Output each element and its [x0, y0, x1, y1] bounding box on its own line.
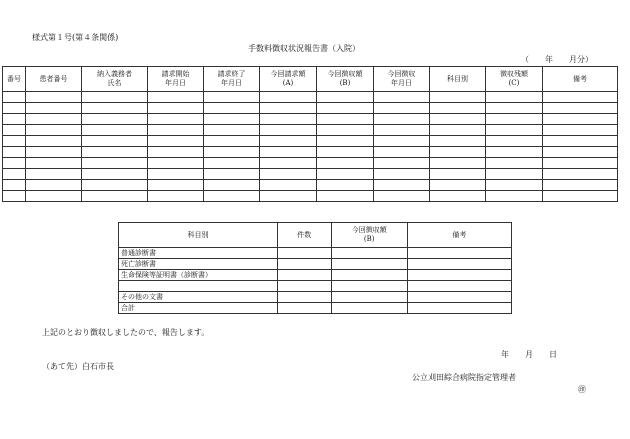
table-cell [260, 92, 317, 103]
table-cell [543, 169, 618, 180]
report-statement: 上記のとおり徴収しましたので、報告します。 [42, 328, 210, 337]
main-table-header-5: 今回請求額 (A) [260, 67, 317, 92]
table-cell [407, 259, 511, 270]
table-cell [486, 136, 543, 147]
main-table-header-4: 請求終了 年月日 [204, 67, 260, 92]
table-cell [82, 191, 148, 202]
table-cell [277, 248, 331, 259]
table-cell [148, 103, 204, 114]
main-table-header-row [3, 67, 618, 92]
summary-row [119, 248, 512, 259]
table-row [3, 114, 618, 125]
table-cell [317, 136, 374, 147]
main-table-header-2: 納入義務者 氏名 [82, 67, 148, 92]
table-cell [204, 147, 260, 158]
main-table-header-9: 徴収残額 (C) [486, 67, 543, 92]
summary-category-label: 死亡診断書 [119, 259, 278, 270]
table-cell [26, 158, 82, 169]
table-cell [331, 248, 407, 259]
table-cell [430, 180, 486, 191]
table-cell [407, 270, 511, 281]
table-cell [317, 180, 374, 191]
table-cell [331, 259, 407, 270]
summary-by-category-table [118, 222, 512, 314]
report-date: 年 月 日 [501, 350, 557, 359]
table-cell [430, 169, 486, 180]
table-cell [331, 292, 407, 303]
summary-row [119, 281, 512, 292]
table-cell [486, 180, 543, 191]
summary-table-header-3: 備考 [407, 223, 511, 248]
table-cell [331, 270, 407, 281]
table-cell [260, 114, 317, 125]
main-table-header-1: 患者番号 [26, 67, 82, 92]
table-cell [3, 158, 26, 169]
table-cell [277, 259, 331, 270]
table-row [3, 92, 618, 103]
table-cell [3, 114, 26, 125]
main-table-header-8: 科目別 [430, 67, 486, 92]
summary-row [119, 292, 512, 303]
table-cell [374, 125, 430, 136]
table-row [3, 191, 618, 202]
table-row [3, 103, 618, 114]
table-cell [260, 169, 317, 180]
table-cell [26, 114, 82, 125]
table-cell [543, 92, 618, 103]
table-cell [374, 191, 430, 202]
table-cell [374, 180, 430, 191]
summary-category-label: 生命保険等証明書（診断書） [119, 270, 278, 281]
addressee: （あて先）白石市長 [42, 362, 114, 371]
table-cell [543, 180, 618, 191]
table-cell [204, 136, 260, 147]
summary-category-label [119, 281, 278, 292]
table-cell [317, 147, 374, 158]
table-cell [148, 191, 204, 202]
table-cell [204, 191, 260, 202]
table-cell [148, 158, 204, 169]
table-cell [430, 103, 486, 114]
table-cell [204, 103, 260, 114]
table-cell [82, 92, 148, 103]
table-cell [374, 136, 430, 147]
table-cell [260, 103, 317, 114]
table-cell [430, 92, 486, 103]
table-cell [486, 191, 543, 202]
table-cell [26, 147, 82, 158]
table-cell [317, 92, 374, 103]
table-cell [486, 125, 543, 136]
summary-row [119, 259, 512, 270]
seal-mark: ㊞ [578, 385, 586, 394]
table-cell [148, 125, 204, 136]
main-table-header-0: 番号 [3, 67, 26, 92]
table-cell [331, 303, 407, 314]
table-cell [543, 147, 618, 158]
table-cell [260, 191, 317, 202]
table-cell [3, 125, 26, 136]
table-cell [486, 92, 543, 103]
table-row [3, 169, 618, 180]
table-cell [26, 92, 82, 103]
table-cell [26, 169, 82, 180]
table-cell [148, 92, 204, 103]
table-cell [374, 92, 430, 103]
table-cell [317, 191, 374, 202]
table-cell [82, 147, 148, 158]
table-cell [374, 158, 430, 169]
table-cell [26, 180, 82, 191]
table-cell [82, 103, 148, 114]
table-cell [277, 303, 331, 314]
table-cell [430, 191, 486, 202]
table-cell [430, 147, 486, 158]
table-cell [317, 125, 374, 136]
sender-name: 公立刈田綜合病院指定管理者 [412, 373, 516, 382]
table-row [3, 136, 618, 147]
table-cell [430, 136, 486, 147]
table-cell [374, 169, 430, 180]
table-cell [3, 147, 26, 158]
table-cell [317, 169, 374, 180]
table-cell [204, 158, 260, 169]
table-cell [331, 281, 407, 292]
table-cell [204, 92, 260, 103]
table-row [3, 147, 618, 158]
table-cell [260, 180, 317, 191]
table-cell [486, 158, 543, 169]
main-table-header-3: 請求開始 年月日 [148, 67, 204, 92]
summary-table-header-0: 科目別 [119, 223, 278, 248]
table-cell [3, 103, 26, 114]
report-period: （ 年 月分） [521, 55, 593, 64]
table-cell [486, 114, 543, 125]
table-cell [204, 169, 260, 180]
summary-table-header-1: 件数 [277, 223, 331, 248]
table-cell [407, 281, 511, 292]
table-cell [543, 103, 618, 114]
table-cell [260, 125, 317, 136]
table-cell [543, 158, 618, 169]
main-table-header-7: 今回徴収 年月日 [374, 67, 430, 92]
table-cell [148, 114, 204, 125]
table-cell [148, 169, 204, 180]
table-cell [82, 180, 148, 191]
table-cell [543, 125, 618, 136]
table-cell [3, 169, 26, 180]
table-row [3, 180, 618, 191]
table-cell [82, 158, 148, 169]
collection-status-table [2, 66, 618, 202]
table-cell [407, 292, 511, 303]
table-cell [543, 136, 618, 147]
form-number: 様式第１号(第４条関係) [32, 33, 119, 42]
summary-category-label: その他の文書 [119, 292, 278, 303]
main-table-header-10: 備考 [543, 67, 618, 92]
summary-row [119, 270, 512, 281]
table-cell [3, 92, 26, 103]
table-cell [26, 191, 82, 202]
table-cell [3, 136, 26, 147]
table-cell [430, 158, 486, 169]
table-cell [82, 169, 148, 180]
main-table-header-6: 今回徴収額 (B) [317, 67, 374, 92]
table-cell [148, 136, 204, 147]
table-cell [148, 180, 204, 191]
table-cell [260, 158, 317, 169]
page-title: 手数料徴収状況報告書（入院） [248, 44, 360, 53]
table-cell [430, 125, 486, 136]
table-cell [148, 147, 204, 158]
table-cell [82, 125, 148, 136]
summary-category-label: 普通診断書 [119, 248, 278, 259]
table-cell [204, 125, 260, 136]
table-cell [486, 147, 543, 158]
table-row [3, 158, 618, 169]
summary-row [119, 303, 512, 314]
summary-category-label: 合計 [119, 303, 278, 314]
table-cell [277, 292, 331, 303]
table-cell [543, 114, 618, 125]
table-cell [82, 114, 148, 125]
summary-table-header-row [119, 223, 512, 248]
table-cell [277, 281, 331, 292]
table-cell [407, 248, 511, 259]
table-cell [204, 114, 260, 125]
table-cell [317, 114, 374, 125]
table-cell [486, 103, 543, 114]
table-cell [3, 191, 26, 202]
table-cell [374, 114, 430, 125]
summary-table-header-2: 今回徴収額 (B) [331, 223, 407, 248]
table-cell [26, 136, 82, 147]
table-cell [26, 125, 82, 136]
table-cell [260, 136, 317, 147]
table-cell [260, 147, 317, 158]
table-cell [407, 303, 511, 314]
table-cell [317, 103, 374, 114]
table-cell [543, 191, 618, 202]
table-cell [374, 103, 430, 114]
table-row [3, 125, 618, 136]
table-cell [374, 147, 430, 158]
table-cell [82, 136, 148, 147]
table-cell [277, 270, 331, 281]
table-cell [204, 180, 260, 191]
table-cell [26, 103, 82, 114]
table-cell [430, 114, 486, 125]
table-cell [3, 180, 26, 191]
table-cell [486, 169, 543, 180]
table-cell [317, 158, 374, 169]
